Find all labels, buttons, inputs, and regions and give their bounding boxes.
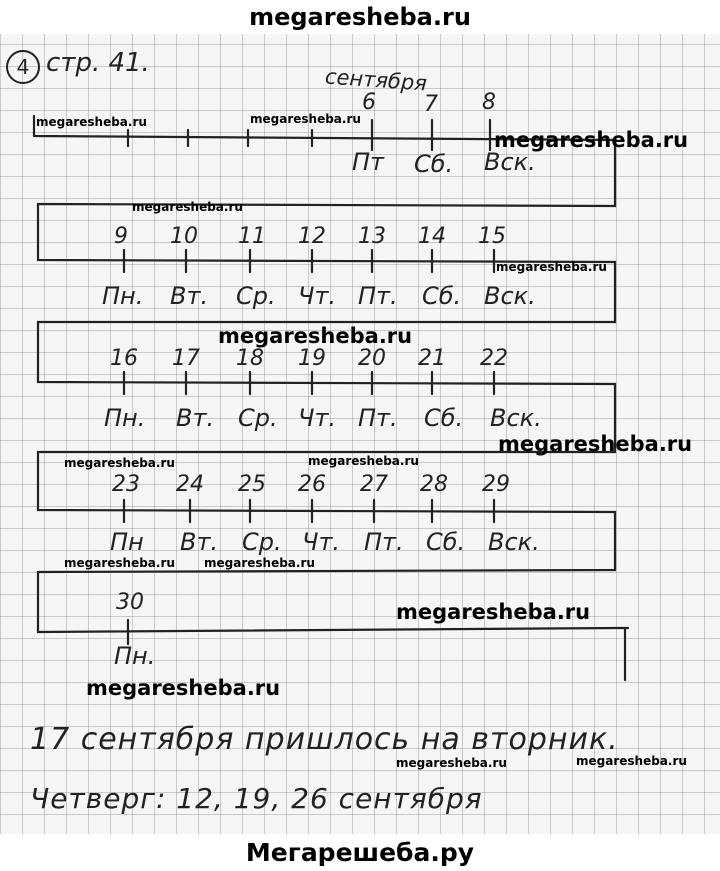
date-20: 20 xyxy=(358,346,386,371)
date-18: 18 xyxy=(236,346,264,371)
date-22: 22 xyxy=(480,346,508,371)
day-sat-row4: Сб. xyxy=(426,528,466,556)
day-thu-row3: Чт. xyxy=(298,404,337,432)
watermark: megaresheba.ru xyxy=(498,432,693,456)
date-10: 10 xyxy=(170,224,198,249)
date-12: 12 xyxy=(298,224,326,249)
site-header-text: megaresheba.ru xyxy=(249,3,471,31)
day-fri-row2: Пт. xyxy=(358,282,398,310)
date-25: 25 xyxy=(238,472,266,497)
date-27: 27 xyxy=(360,472,388,497)
date-11: 11 xyxy=(238,224,266,249)
watermark: megaresheba.ru xyxy=(64,456,175,470)
watermark: megaresheba.ru xyxy=(204,556,315,570)
day-sat-row1: Сб. xyxy=(414,150,454,178)
date-17: 17 xyxy=(172,346,200,371)
day-fri-row4: Пт. xyxy=(364,528,404,556)
date-28: 28 xyxy=(420,472,448,497)
date-21: 21 xyxy=(418,346,446,371)
date-24: 24 xyxy=(176,472,204,497)
site-footer-text: Мегарешеба.ру xyxy=(245,838,475,867)
day-sat-row2: Сб. xyxy=(422,282,462,310)
date-13: 13 xyxy=(358,224,386,249)
day-thu-row2: Чт. xyxy=(298,282,337,310)
day-tue-row4: Вт. xyxy=(180,528,219,556)
date-30: 30 xyxy=(116,590,144,615)
watermark: megaresheba.ru xyxy=(64,556,175,570)
date-8: 8 xyxy=(482,90,496,115)
watermark: megaresheba.ru xyxy=(132,200,243,214)
task-number: 4 xyxy=(16,55,30,79)
site-footer xyxy=(0,834,720,871)
day-wed-row2: Ср. xyxy=(236,282,276,310)
month-label: сентября xyxy=(324,64,428,96)
day-tue-row3: Вт. xyxy=(176,404,215,432)
day-sun-row2: Вск. xyxy=(484,282,536,310)
date-7: 7 xyxy=(424,92,438,117)
watermark: megaresheba.ru xyxy=(396,600,591,624)
answer-line-2: Четверг: 12, 19, 26 сентября xyxy=(30,782,483,815)
day-wed-row4: Ср. xyxy=(242,528,282,556)
watermark: megaresheba.ru xyxy=(250,112,361,126)
day-mon-row2: Пн. xyxy=(102,282,144,310)
date-23: 23 xyxy=(112,472,140,497)
date-14: 14 xyxy=(418,224,446,249)
day-sun-row1: Вск. xyxy=(484,148,536,176)
date-26: 26 xyxy=(298,472,326,497)
answer-line-1: 17 сентября пришлось на вторник. xyxy=(30,722,619,757)
date-19: 19 xyxy=(298,346,326,371)
day-fri-row3: Пт. xyxy=(358,404,398,432)
watermark: megaresheba.ru xyxy=(36,115,147,129)
watermark: megaresheba.ru xyxy=(86,676,281,700)
day-thu-row4: Чт. xyxy=(302,528,341,556)
watermark: megaresheba.ru xyxy=(218,324,413,348)
day-mon-row4: Пн xyxy=(110,528,144,556)
day-sun-row4: Вск. xyxy=(488,528,540,556)
watermark: megaresheba.ru xyxy=(396,756,507,770)
page-reference: стр. 41. xyxy=(46,48,150,78)
watermark: megaresheba.ru xyxy=(494,128,689,152)
timeline-end-bracket xyxy=(620,628,628,680)
watermark: megaresheba.ru xyxy=(496,260,607,274)
date-29: 29 xyxy=(482,472,510,497)
date-9: 9 xyxy=(114,224,128,249)
day-fri-row1: Пт xyxy=(352,148,385,176)
day-wed-row3: Ср. xyxy=(238,404,278,432)
day-sat-row3: Сб. xyxy=(424,404,464,432)
watermark: megaresheba.ru xyxy=(576,754,687,768)
day-mon-row3: Пн. xyxy=(104,404,146,432)
date-6: 6 xyxy=(362,90,376,115)
watermark: megaresheba.ru xyxy=(308,454,419,468)
date-16: 16 xyxy=(110,346,138,371)
day-tue-row2: Вт. xyxy=(170,282,209,310)
date-15: 15 xyxy=(478,224,506,249)
day-mon-row5: Пн. xyxy=(114,642,156,670)
day-sun-row3: Вск. xyxy=(490,404,542,432)
